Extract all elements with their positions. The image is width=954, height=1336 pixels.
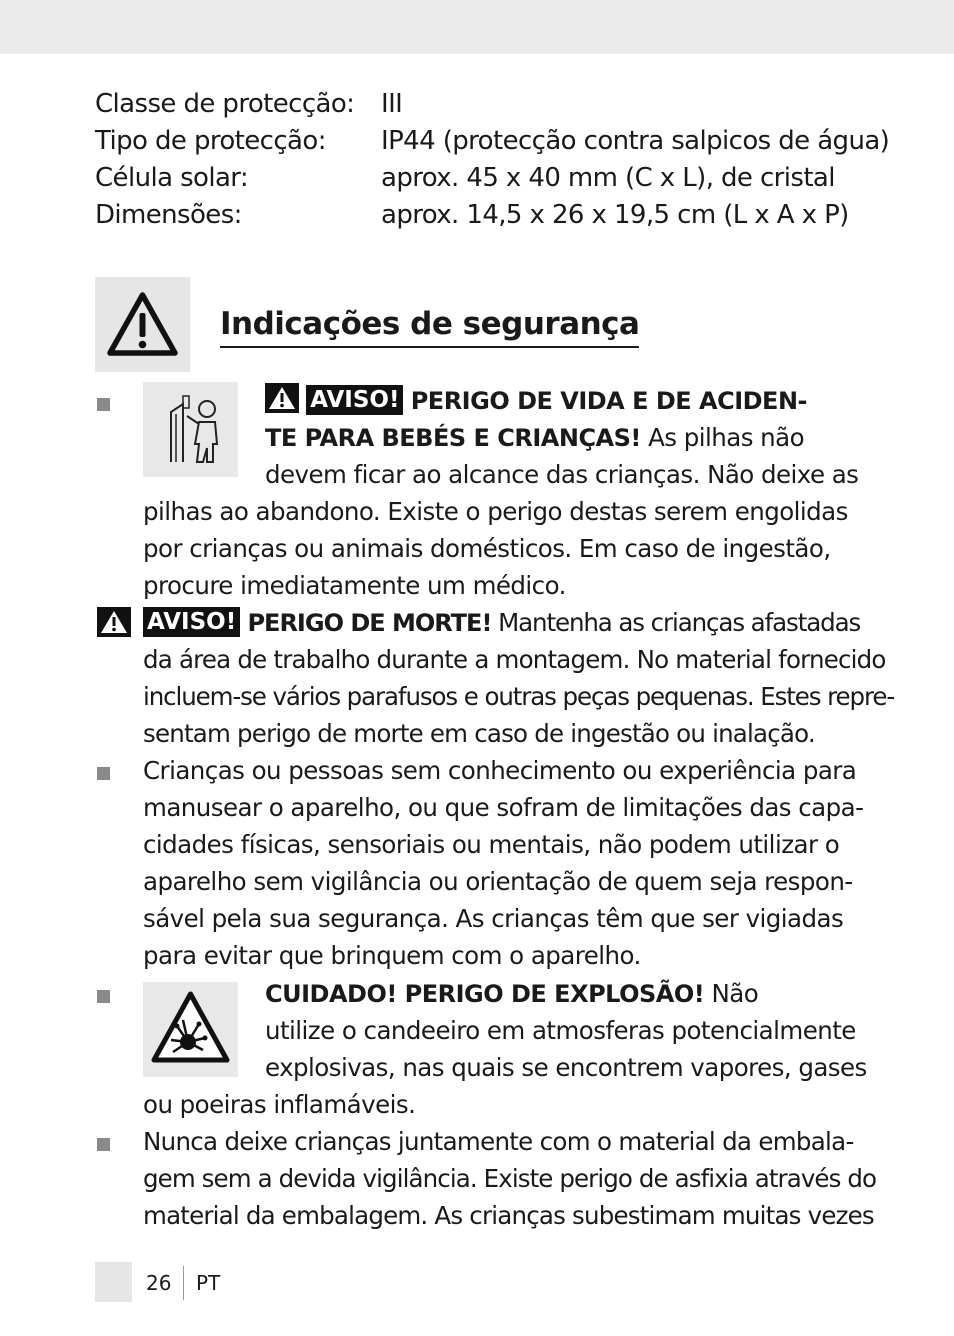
top-band: [0, 0, 954, 54]
section1-bold-2: TE PARA BEBÉS E CRIANÇAS!: [265, 424, 641, 452]
section1-line-2: [265, 419, 804, 456]
spec-label: Tipo de protecção:: [95, 126, 326, 156]
warning-badge: AVISO!: [143, 607, 240, 637]
warning-small-icon: [97, 607, 131, 637]
spec-value: aprox. 14,5 x 26 x 19,5 cm (L x A x P): [381, 200, 849, 230]
bullet-marker: [97, 1138, 110, 1151]
section-heading: Indicações de segurança: [220, 302, 639, 348]
section2-line-2: da área de trabalho durante a montagem. No material fornecido: [143, 645, 886, 674]
section3-line-6: para evitar que brinquem com o aparelho.: [143, 941, 641, 970]
section4-line-3: explosivas, nas quais se encontrem vapores, gases: [265, 1053, 867, 1082]
explosion-hazard-icon: [143, 982, 238, 1077]
spec-value: aprox. 45 x 40 mm (C x L), de cristal: [381, 163, 835, 193]
section2-line-4: sentam perigo de morte em caso de ingestão ou inalação.: [143, 719, 815, 748]
spec-row-protection-class: [95, 86, 895, 123]
warning-triangle-icon: [95, 277, 190, 372]
section2-text-1: Mantenha as crianças afastadas: [491, 608, 861, 637]
section4-line-2: utilize o candeeiro em atmosferas potencialmente: [265, 1016, 856, 1045]
section1-line-5: por crianças ou animais domésticos. Em caso de ingestão,: [143, 534, 831, 563]
section4-text-1: Não: [704, 979, 759, 1008]
spec-value: III: [381, 89, 403, 119]
section2-line-3: incluem-se vários parafusos e outras peças pequenas. Estes repre-: [143, 682, 895, 711]
section3-line-5: sável pela sua segurança. As crianças têm que ser vigiadas: [143, 904, 844, 933]
section3-line-1: Crianças ou pessoas sem conhecimento ou experiência para: [143, 756, 857, 785]
language-code: PT: [196, 1271, 221, 1295]
section5-line-3: material da embalagem. As crianças subestimam muitas vezes: [143, 1201, 874, 1230]
spec-row-protection-type: [95, 123, 895, 160]
section1-text-2: As pilhas não: [640, 423, 805, 452]
section5-line-1: Nunca deixe crianças juntamente com o material da embala-: [143, 1127, 854, 1156]
spec-row-dimensions: [95, 197, 895, 234]
spec-label: Classe de protecção:: [95, 89, 355, 119]
section1-line-6: procure imediatamente um médico.: [143, 571, 566, 600]
section4-line-1: [265, 975, 758, 1012]
spec-value: IP44 (protecção contra salpicos de água): [381, 126, 890, 156]
section4-line-4: ou poeiras inflamáveis.: [143, 1090, 416, 1119]
footer-divider: [183, 1266, 184, 1300]
spec-row-solar-cell: [95, 160, 895, 197]
child-with-battery-icon: [143, 382, 238, 477]
section2-bold-1: PERIGO DE MORTE!: [247, 609, 492, 637]
warning-small-icon: [265, 383, 299, 413]
section3-line-3: cidades físicas, sensoriais ou mentais, não podem utilizar o: [143, 830, 840, 859]
warning-badge: AVISO!: [306, 385, 403, 415]
section5-line-2: gem sem a devida vigilância. Existe perigo de asfixia através do: [143, 1164, 877, 1193]
section3-line-4: aparelho sem vigilância ou orientação de quem seja respon-: [143, 867, 853, 896]
footer-marker: [95, 1262, 132, 1302]
page-number: 26: [146, 1271, 172, 1295]
section3-line-2: manusear o aparelho, ou que sofram de limitações das capa-: [143, 793, 864, 822]
section1-line-3: devem ficar ao alcance das crianças. Não deixe as: [265, 460, 859, 489]
section1-line-4: pilhas ao abandono. Existe o perigo destas serem engolidas: [143, 497, 848, 526]
bullet-marker: [97, 990, 110, 1003]
spec-label: Dimensões:: [95, 200, 242, 230]
section2-line-1: [143, 604, 860, 641]
bullet-marker: [97, 398, 110, 411]
bullet-marker: [97, 767, 110, 780]
section1-line-1: [265, 382, 807, 419]
section1-bold-1: PERIGO DE VIDA E DE ACIDEN-: [410, 387, 807, 415]
section4-bold-1: CUIDADO! PERIGO DE EXPLOSÃO!: [265, 980, 705, 1008]
spec-label: Célula solar:: [95, 163, 249, 193]
